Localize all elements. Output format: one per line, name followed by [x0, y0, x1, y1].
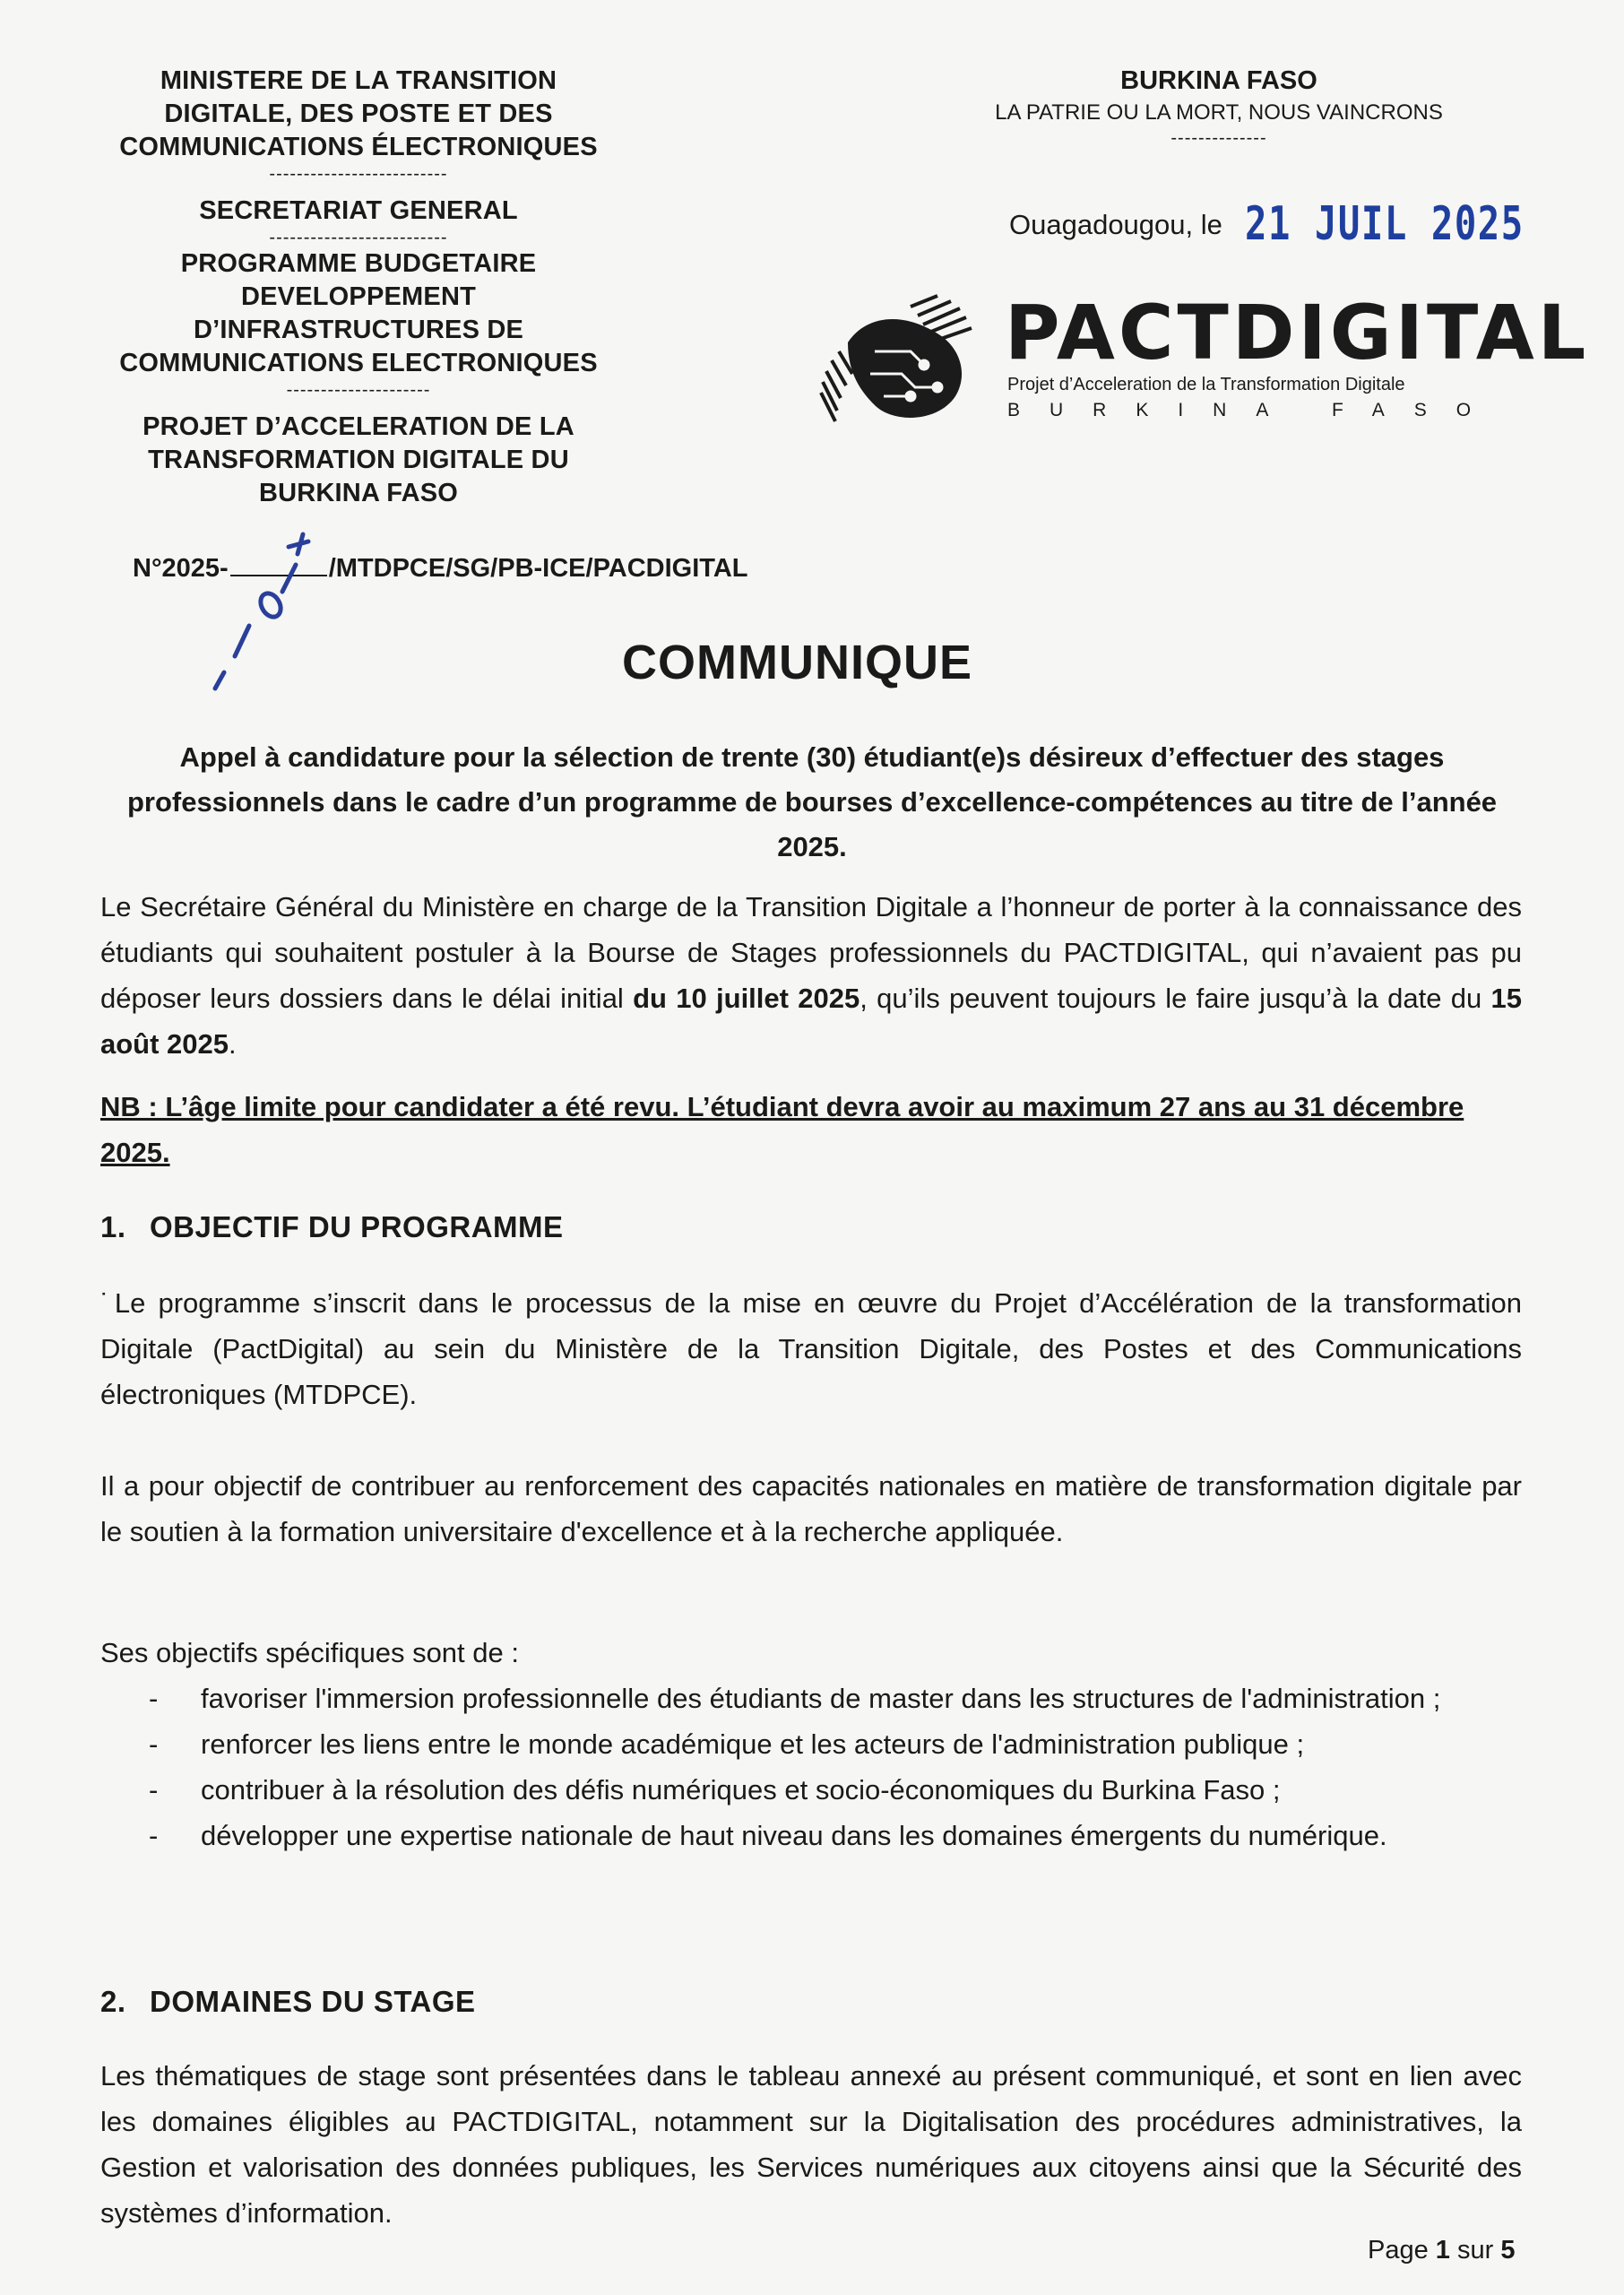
list-item: - favoriser l'immersion professionnelle des étudiants de master dans les structures de l'administration ; — [100, 1676, 1522, 1721]
ministry-header — [108, 65, 609, 510]
separator: -------------- — [1170, 128, 1267, 148]
bullet: - — [149, 1820, 159, 1851]
section-2-para: Les thématiques de stage sont présentées dans le tableau annexé au présent communiqué, et sont en lien avec les domaines éligibles au PACTDIGITAL, notamment sur la Digitalisation des procédures administratives, la Gestion et valorisation des données publiques, les Services numériques aux citoyens ainsi que la Sécurité des systèmes d’information. — [100, 2060, 1522, 2229]
page-title: COMMUNIQUE — [622, 636, 972, 689]
bullet: - — [149, 1683, 159, 1714]
intro-paragraph — [100, 884, 1522, 1067]
page-label: Page — [1368, 2236, 1429, 2265]
section-1-heading — [100, 1210, 564, 1244]
list-item: - développer une expertise nationale de haut niveau dans les domaines émergents du numérique. — [100, 1813, 1522, 1858]
circuit-map-icon — [812, 289, 1000, 432]
bullet: - — [149, 1774, 159, 1806]
logo-country: BURKINA FASO — [1007, 400, 1501, 420]
list-item: - renforcer les liens entre le monde académique et les acteurs de l'administration publique ; — [100, 1721, 1522, 1767]
separator: --------------------- — [286, 380, 431, 400]
place-date — [1009, 192, 1602, 251]
page-number: 1 — [1435, 2236, 1450, 2265]
country-name: BURKINA FASO — [1120, 66, 1317, 95]
nb-note: NB : L’âge limite pour candidater a été revu. L’étudiant devra avoir au maximum 27 ans au 31 décembre 2025. — [100, 1091, 1464, 1168]
list-item: - contribuer à la résolution des défis numériques et socio-économiques du Burkina Faso ; — [100, 1767, 1522, 1813]
bullet: - — [149, 1728, 159, 1760]
intro-text: , qu’ils peuvent toujours le faire jusqu’à la date du — [860, 983, 1482, 1014]
national-motto: LA PATRIE OU LA MORT, NOUS VAINCRONS — [995, 100, 1443, 125]
section-number: 1. — [100, 1210, 126, 1243]
subject: Appel à candidature pour la sélection de trente (30) étudiant(e)s désireux d’effectuer des stages professionnels dans le cadre d’un programme de bourses d’excellence-compétences au titre de l’année 2025. — [126, 741, 1498, 862]
programme-name: PROGRAMME BUDGETAIRE DEVELOPPEMENT D’INFRASTRUCTURES DE COMMUNICATIONS ELECTRONIQUES — [119, 249, 598, 377]
total-pages: 5 — [1500, 2236, 1516, 2265]
section-title: OBJECTIF DU PROGRAMME — [150, 1210, 564, 1243]
objectives-list — [100, 1676, 1522, 1858]
page-footer — [1368, 2236, 1516, 2265]
ministry-name: MINISTERE DE LA TRANSITION DIGITALE, DES POSTE ET DES COMMUNICATIONS ÉLECTRONIQUES — [119, 66, 598, 161]
section-1-para-1: ˙Le programme s’inscrit dans le processus de la mise en œuvre du Projet d’Accélération de la transformation Digitale (PactDigital) au sein du Ministère de la Transition Digitale, des Postes et des Communications électroniques (MTDPCE). — [100, 1287, 1522, 1410]
new-deadline: 15 août 2025 — [100, 983, 1522, 1060]
separator: -------------------------- — [269, 164, 448, 184]
pactdigital-logo — [812, 289, 1590, 432]
intro-text: . — [229, 1028, 237, 1060]
secretariat-name: SECRETARIAT GENERAL — [199, 196, 518, 225]
of-label: sur — [1457, 2236, 1494, 2265]
country-header — [968, 65, 1470, 148]
section-title: DOMAINES DU STAGE — [150, 1985, 476, 2018]
separator: -------------------------- — [269, 228, 448, 247]
place-label: Ouagadougou, le — [1009, 209, 1222, 240]
specific-objectives-intro: Ses objectifs spécifiques sont de : — [100, 1637, 519, 1668]
initial-deadline: du 10 juillet 2025 — [633, 983, 860, 1014]
section-number: 2. — [100, 1985, 126, 2018]
date-stamp: 21 JUIL 2025 — [1244, 197, 1525, 251]
section-2-heading — [100, 1985, 476, 2019]
reference-prefix: N°2025- — [133, 554, 229, 583]
reference-suffix: /MTDPCE/SG/PB-ICE/PACDIGITAL — [328, 554, 748, 583]
handwritten-number — [197, 529, 341, 717]
logo-tagline: Projet d’Acceleration de la Transformation Digitale — [1007, 375, 1405, 394]
logo-brand: PACTDIGITAL — [1005, 289, 1590, 377]
project-name: PROJET D’ACCELERATION DE LA TRANSFORMATION DIGITALE DU BURKINA FASO — [143, 412, 574, 507]
intro-text: Le Secrétaire Général du Ministère en charge de la Transition Digitale a l’honneur de porter à la connaissance des étudiants qui souhaitent postuler à la Bourse de Stages professionnels du PACTDIGITAL, qui n’avaient pas pu déposer leurs dossiers dans le délai initial — [100, 891, 1522, 1014]
section-1-para-2: Il a pour objectif de contribuer au renforcement des capacités nationales en matière de transformation digitale par le soutien à la formation universitaire d'excellence et à la recherche appliquée. — [100, 1470, 1522, 1547]
